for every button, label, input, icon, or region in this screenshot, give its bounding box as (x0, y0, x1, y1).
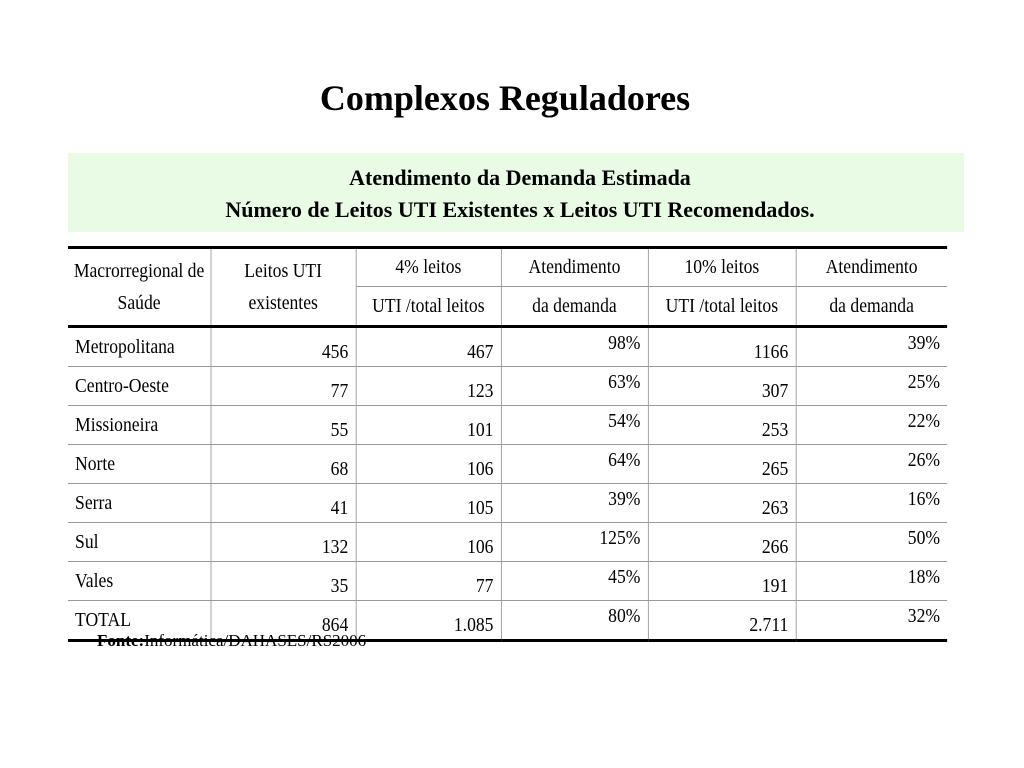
cell-region: Norte (68, 445, 211, 484)
header-macrorregional: Macrorregional de Saúde (68, 248, 211, 327)
cell-leitos4: 1.085 (356, 601, 501, 641)
cell-atend4: 39% (501, 484, 648, 523)
cell-atend4: 98% (501, 327, 648, 367)
cell-leitos4: 106 (356, 445, 501, 484)
header-10pct-bottom: UTI /total leitos (648, 287, 796, 327)
subtitle-line-1: Atendimento da Demanda Estimada (349, 165, 691, 190)
cell-region: Metropolitana (68, 327, 211, 367)
table-row (68, 562, 947, 601)
subtitle-box (68, 153, 964, 232)
subtitle-line-2: Número de Leitos UTI Existentes x Leitos UTI Recomendados. (225, 197, 815, 222)
cell-atend10: 18% (796, 562, 947, 601)
table-row (68, 406, 947, 445)
table-row (68, 445, 947, 484)
header-leitos-existentes: Leitos UTI existentes (211, 248, 356, 327)
cell-existentes: 864 (211, 601, 356, 641)
cell-region: Missioneira (68, 406, 211, 445)
header-4pct-bottom: UTI /total leitos (356, 287, 501, 327)
source-text: Informática/DAHASES/RS2006 (144, 631, 367, 650)
cell-atend4: 45% (501, 562, 648, 601)
cell-existentes: 77 (211, 367, 356, 406)
cell-existentes: 35 (211, 562, 356, 601)
cell-leitos10: 263 (648, 484, 796, 523)
header-10pct-top: 10% leitos (648, 248, 796, 287)
cell-region: Sul (68, 523, 211, 562)
cell-leitos4: 105 (356, 484, 501, 523)
header-atend10-bottom: da demanda (829, 294, 914, 317)
cell-leitos4: 123 (356, 367, 501, 406)
cell-leitos4: 106 (356, 523, 501, 562)
demand-table (68, 246, 947, 642)
cell-atend4: 63% (501, 367, 648, 406)
cell-atend10: 26% (796, 445, 947, 484)
header-atend4-bottom: da demanda (501, 287, 648, 327)
table-row (68, 523, 947, 562)
cell-region: Serra (68, 484, 211, 523)
cell-region: TOTAL (68, 601, 211, 641)
source-label: Fonte: (97, 631, 145, 650)
cell-leitos4: 467 (356, 327, 501, 367)
cell-atend4: 125% (501, 523, 648, 562)
cell-atend10: 50% (796, 523, 947, 562)
cell-atend4: 64% (501, 445, 648, 484)
cell-leitos10: 2.711 (648, 601, 796, 641)
table-row (68, 367, 947, 406)
cell-atend10: 22% (796, 406, 947, 445)
cell-leitos10: 253 (648, 406, 796, 445)
page-title: Complexos Reguladores (319, 78, 691, 118)
cell-leitos4: 101 (356, 406, 501, 445)
cell-leitos10: 1166 (648, 327, 796, 367)
cell-region: Centro-Oeste (68, 367, 211, 406)
header-atend4-top: Atendimento (501, 248, 648, 287)
cell-leitos10: 266 (648, 523, 796, 562)
cell-existentes: 55 (211, 406, 356, 445)
cell-atend10: 32% (796, 601, 947, 641)
cell-atend10: 39% (796, 327, 947, 367)
cell-atend10: 16% (796, 484, 947, 523)
cell-region: Vales (68, 562, 211, 601)
cell-leitos10: 265 (648, 445, 796, 484)
cell-atend4: 80% (501, 601, 648, 641)
table-row (68, 327, 947, 367)
cell-leitos10: 191 (648, 562, 796, 601)
header-atend10-top: Atendimento (796, 248, 947, 287)
cell-leitos10: 307 (648, 367, 796, 406)
cell-existentes: 132 (211, 523, 356, 562)
header-4pct-top: 4% leitos (356, 248, 501, 287)
cell-existentes: 68 (211, 445, 356, 484)
source-note (97, 631, 366, 651)
cell-existentes: 41 (211, 484, 356, 523)
cell-atend10: 25% (796, 367, 947, 406)
cell-atend4: 54% (501, 406, 648, 445)
table-row (68, 484, 947, 523)
cell-existentes: 456 (211, 327, 356, 367)
cell-leitos4: 77 (356, 562, 501, 601)
